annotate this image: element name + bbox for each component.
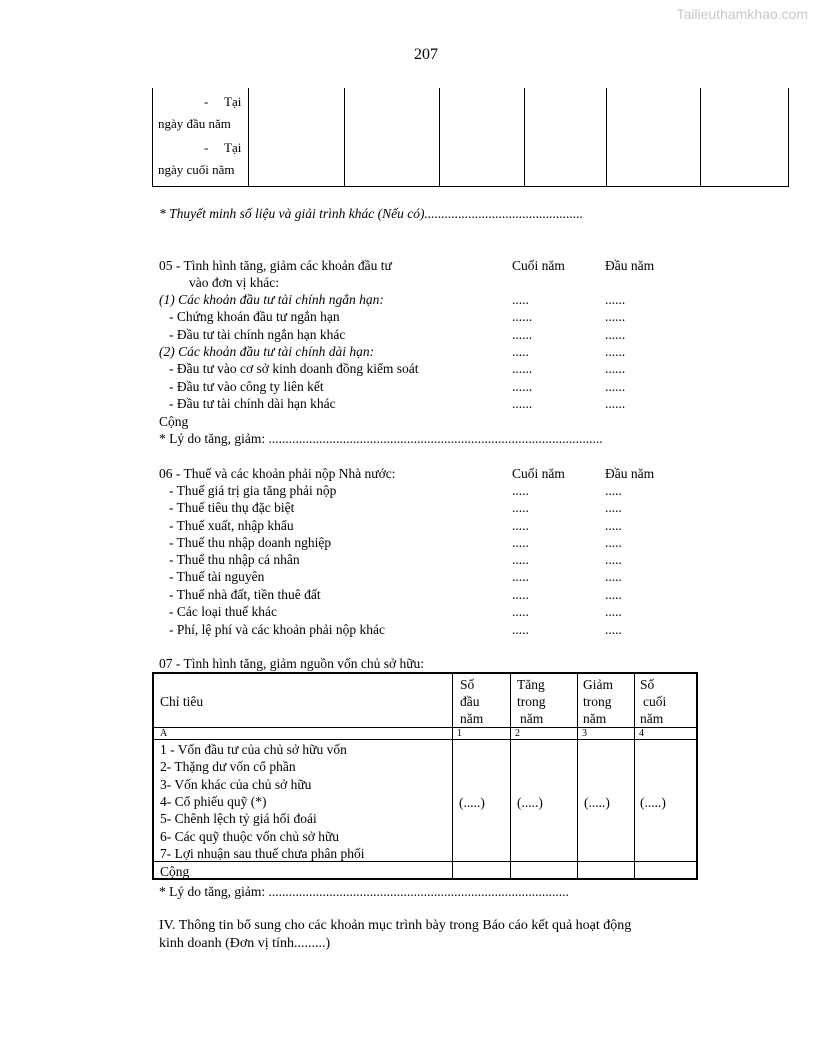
list-item-value: ...... bbox=[512, 309, 533, 324]
list-item-value: ..... bbox=[605, 483, 622, 498]
column-header-end: Cuối năm bbox=[512, 466, 565, 481]
list-item-label: - Thuế tiêu thụ đặc biệt bbox=[169, 500, 295, 515]
section-iv-line: kinh doanh (Đơn vị tính.........) bbox=[159, 936, 331, 951]
list-item-value: ..... bbox=[605, 500, 622, 515]
table-divider bbox=[577, 674, 578, 878]
list-item-value: ...... bbox=[605, 309, 626, 324]
row-dash: - bbox=[204, 94, 209, 109]
list-item-value: ..... bbox=[512, 604, 529, 619]
top-table bbox=[152, 88, 789, 187]
table-divider bbox=[606, 88, 607, 186]
column-header: năm bbox=[460, 711, 484, 726]
table-divider bbox=[524, 88, 525, 186]
column-header: Giảm bbox=[583, 677, 613, 692]
table-row-label: 4- Cổ phiếu quỹ (*) bbox=[160, 794, 267, 809]
row-dash: - bbox=[204, 140, 209, 155]
index-cell: A bbox=[160, 728, 168, 739]
list-item-value: ..... bbox=[605, 569, 622, 584]
list-item-value: ..... bbox=[512, 500, 529, 515]
table-cell-value: (.....) bbox=[640, 795, 666, 810]
list-item-value: ...... bbox=[605, 344, 626, 359]
list-item-value: ...... bbox=[512, 327, 533, 342]
list-item-label: - Thuế thu nhập cá nhân bbox=[169, 552, 300, 567]
column-header-start: Đầu năm bbox=[605, 258, 655, 273]
table-divider bbox=[248, 88, 249, 186]
list-item-label: - Đầu tư tài chính dài hạn khác bbox=[169, 396, 336, 411]
table-divider bbox=[452, 674, 453, 878]
list-item-value: ..... bbox=[512, 535, 529, 550]
list-item-value: ..... bbox=[512, 518, 529, 533]
list-item-label: - Các loại thuế khác bbox=[169, 604, 277, 619]
column-header-end: Cuối năm bbox=[512, 258, 565, 273]
list-item-label: - Thuế nhà đất, tiền thuê đất bbox=[169, 587, 321, 602]
column-header: năm bbox=[520, 711, 544, 726]
list-item-value: ..... bbox=[512, 622, 529, 637]
table-cell-value: (.....) bbox=[584, 795, 610, 810]
section-title: 05 - Tình hình tăng, giảm các khoản đầu tư bbox=[159, 258, 392, 273]
list-item-label: - Chứng khoán đầu tư ngắn hạn bbox=[169, 309, 340, 324]
section-title: 06 - Thuế và các khoản phải nộp Nhà nước: bbox=[159, 466, 396, 481]
list-item-label: - Thuế giá trị gia tăng phải nộp bbox=[169, 483, 337, 498]
list-item-label: - Thuế thu nhập doanh nghiệp bbox=[169, 535, 332, 550]
table-divider bbox=[510, 674, 511, 878]
table-divider bbox=[154, 739, 696, 740]
list-item-value: ..... bbox=[512, 587, 529, 602]
total-label: Cộng bbox=[160, 864, 190, 879]
table-row-label: 2- Thặng dư vốn cổ phần bbox=[160, 759, 296, 774]
list-item-value: ..... bbox=[512, 569, 529, 584]
list-item-value: ...... bbox=[512, 379, 533, 394]
section-iv-line: IV. Thông tin bổ sung cho các khoản mục trình bày trong Báo cáo kết quả hoạt động bbox=[159, 918, 632, 933]
list-item-value: ...... bbox=[605, 396, 626, 411]
list-item-label: - Phí, lệ phí và các khoản phải nộp khác bbox=[169, 622, 385, 637]
list-item-value: ..... bbox=[512, 292, 529, 307]
row-label-part: Tại bbox=[224, 94, 242, 109]
list-item-label: - Thuế xuất, nhập khẩu bbox=[169, 518, 294, 533]
header-label: Chỉ tiêu bbox=[160, 694, 204, 709]
reason-line: * Lý do tăng, giảm: ................................................................................................... bbox=[159, 431, 603, 446]
list-item-label: (2) Các khoản đầu tư tài chính dài hạn: bbox=[159, 344, 375, 359]
list-item-label: - Thuế tài nguyên bbox=[169, 569, 265, 584]
table-row-label: 3- Vốn khác của chủ sở hữu bbox=[160, 777, 312, 792]
list-item-value: ..... bbox=[512, 483, 529, 498]
list-item-label: - Đầu tư vào cơ sở kinh doanh đồng kiểm soát bbox=[169, 361, 419, 376]
index-cell: 1 bbox=[457, 728, 462, 739]
index-cell: 4 bbox=[639, 728, 644, 739]
column-header: Tăng bbox=[517, 677, 545, 692]
column-header: Số bbox=[460, 677, 475, 692]
section-title: 07 - Tình hình tăng, giảm nguồn vốn chủ sở hữu: bbox=[159, 656, 425, 671]
list-item-label: - Đầu tư tài chính ngắn hạn khác bbox=[169, 327, 346, 342]
section-title: vào đơn vị khác: bbox=[189, 275, 279, 290]
table-cell-value: (.....) bbox=[459, 795, 485, 810]
note-explanation: * Thuyết minh số liệu và giải trình khác (Nếu có)............................................... bbox=[159, 206, 584, 221]
list-item-value: ..... bbox=[605, 518, 622, 533]
list-item-label: - Đầu tư vào công ty liên kết bbox=[169, 379, 324, 394]
column-header: Số bbox=[640, 677, 655, 692]
table-row-label: 7- Lợi nhuận sau thuế chưa phân phối bbox=[160, 846, 365, 861]
list-item-value: ...... bbox=[512, 396, 533, 411]
table-divider bbox=[154, 727, 696, 728]
column-header: năm bbox=[640, 711, 664, 726]
list-item-value: ..... bbox=[605, 604, 622, 619]
row-label-part: Tại bbox=[224, 140, 242, 155]
column-header: trong bbox=[583, 694, 612, 709]
list-item-value: ...... bbox=[605, 379, 626, 394]
column-header: đầu bbox=[460, 694, 480, 709]
table-row-label: 5- Chênh lệch tỷ giá hối đoái bbox=[160, 811, 317, 826]
list-item-label: (1) Các khoản đầu tư tài chính ngắn hạn: bbox=[159, 292, 384, 307]
list-item-value: ..... bbox=[605, 622, 622, 637]
reason-line: * Lý do tăng, giảm: ......................................................................................... bbox=[159, 884, 569, 899]
row-label-part: ngày cuối năm bbox=[158, 162, 235, 177]
column-header: năm bbox=[583, 711, 607, 726]
list-item-value: ...... bbox=[605, 327, 626, 342]
list-item-value: ..... bbox=[605, 552, 622, 567]
table-row-label: 1 - Vốn đầu tư của chủ sở hữu vốn bbox=[160, 742, 347, 757]
list-item-value: ..... bbox=[512, 344, 529, 359]
list-item-value: ..... bbox=[605, 587, 622, 602]
table-cell-value: (.....) bbox=[517, 795, 543, 810]
index-cell: 3 bbox=[582, 728, 587, 739]
list-item-value: ...... bbox=[512, 361, 533, 376]
table-row-label: 6- Các quỹ thuộc vốn chủ sở hữu bbox=[160, 829, 340, 844]
list-item-value: ..... bbox=[605, 535, 622, 550]
list-item-value: ...... bbox=[605, 292, 626, 307]
total-label: Cộng bbox=[159, 414, 189, 429]
row-label-part: ngày đầu năm bbox=[158, 116, 231, 131]
table-divider bbox=[439, 88, 440, 186]
column-header: trong bbox=[517, 694, 546, 709]
index-cell: 2 bbox=[515, 728, 520, 739]
column-header-start: Đầu năm bbox=[605, 466, 655, 481]
list-item-value: ...... bbox=[605, 361, 626, 376]
page-number: 207 bbox=[414, 46, 438, 63]
watermark: Tailieuthamkhao.com bbox=[676, 6, 808, 22]
table-divider bbox=[634, 674, 635, 878]
equity-table bbox=[152, 672, 698, 880]
table-divider bbox=[344, 88, 345, 186]
column-header: cuối bbox=[643, 694, 667, 709]
list-item-value: ..... bbox=[512, 552, 529, 567]
table-divider bbox=[700, 88, 701, 186]
